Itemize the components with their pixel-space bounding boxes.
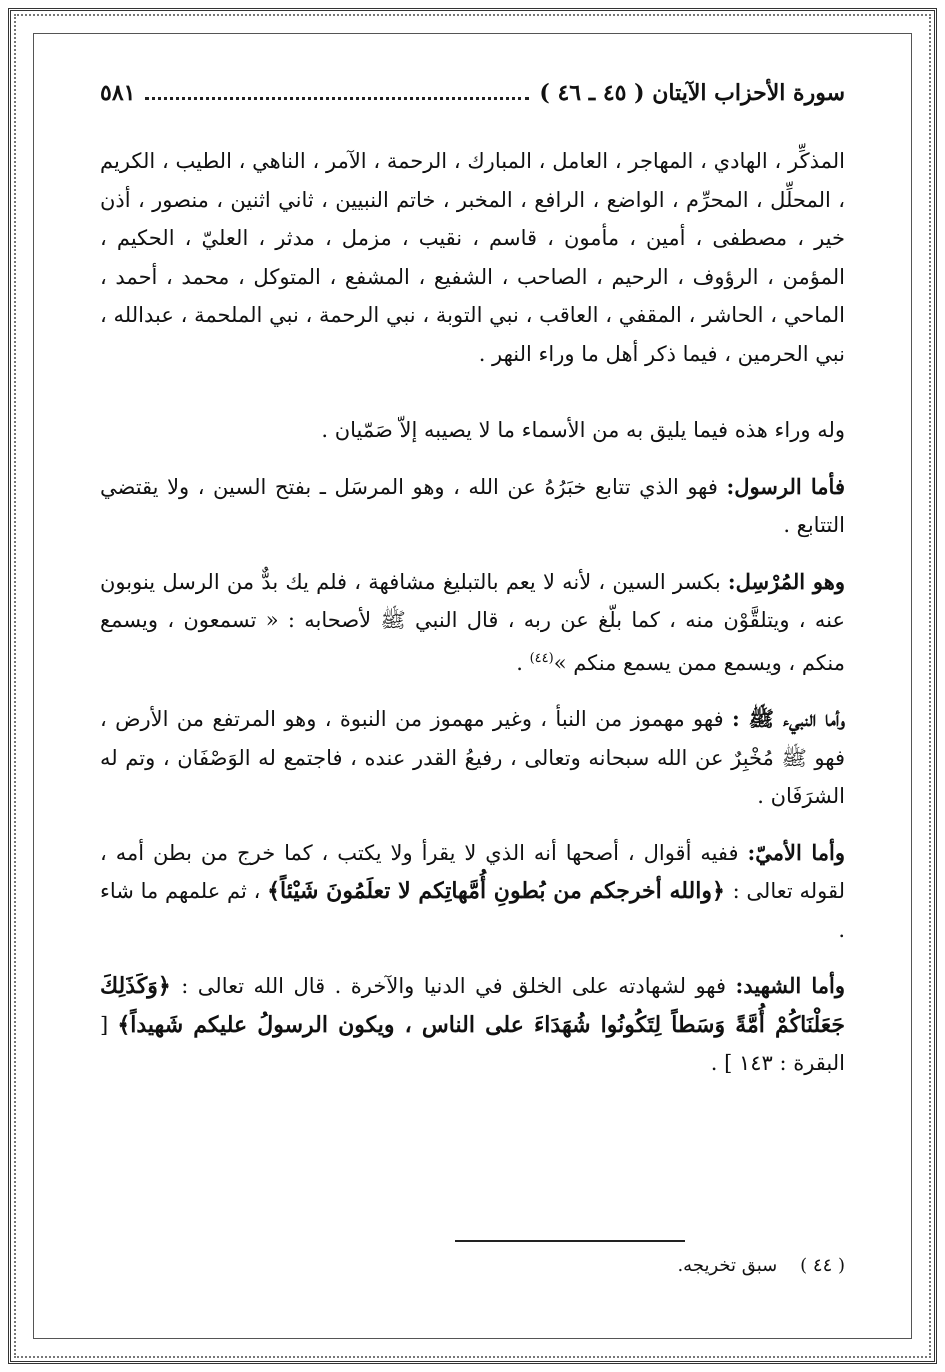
header-title: سورة الأحزاب الآيتان ( ٤٥ ـ ٤٦ ) (539, 80, 845, 106)
paragraph-rasul-lead: فأما الرسول: (726, 473, 845, 499)
paragraph-mursil-end: . (516, 650, 530, 675)
page-number: ٥٨١ (100, 80, 136, 106)
paragraph-shahid-lead: وأما الشهيد: (735, 973, 845, 998)
page-content (100, 80, 845, 1332)
paragraph-ummi-lead: وأما الأميّ: (747, 839, 846, 865)
paragraph-ummi-text: ففيه أقوال ، أصحها أنه الذي لا يقرأ ولا يكتب ، كما خرج من بطن أمه ، لقوله تعالى : (100, 840, 845, 903)
paragraph-shahid-text: فهو لشهادته على الخلق في الدنيا والآخرة . قال الله تعالى : (181, 974, 736, 998)
paragraph-ummi (100, 834, 845, 950)
paragraph-names: المذكِّر ، الهادي ، المهاجر ، العامل ، المبارك ، الرحمة ، الآمر ، الناهي ، الطيب ، الكريم ، المحلِّل ، المحرِّم ، الواضع ، الرافع ، المخبر ، خاتم النبيين ، ثاني اثنين ، منصور ، أذن خير ، مصطفى ، أمين ، مأمون ، قاسم ، نقيب ، مزمل ، مدثر ، العليّ ، الحكيم ، المؤمن ، الرؤوف ، الرحيم ، الصاحب ، الشفيع ، المشفع ، المتوكل ، محمد ، أحمد ، الماحي ، الحاشر ، المقفي ، العاقب ، نبي التوبة ، نبي الرحمة ، نبي الملحمة ، عبدالله ، نبي الحرمين ، فيما ذكر أهل ما وراء النهر . (100, 149, 845, 366)
footnote-divider (455, 1240, 685, 1242)
header-dots (145, 97, 529, 100)
paragraph-nabi-lead: وأما النبيء ﷺ : (731, 706, 845, 731)
paragraph-nabi (100, 700, 845, 816)
footnote (677, 1255, 845, 1276)
running-header (100, 80, 845, 120)
paragraph-nabi-text: فهو مهموز من النبأ ، وغير مهموز من النبوة ، وهو المرتفع من الأرض ، فهو ﷺ مُخْبِرٌ عن الله سبحانه وتعالى ، رفيعُ القدر عنده ، فاجتمع له الوَصْفَان ، وتم له الشرَفَان . (100, 707, 845, 808)
quran-verse: ﴿وَكَذَلِكَ جَعَلْنَاكُمْ أُمَّةً وَسَطاً لِتَكُونُوا شُهَدَاءَ على الناس ، ويكون الرسولُ عليكم شَهيداً﴾ (100, 973, 846, 1038)
paragraph-other-names: وله وراء هذه فيما يليق به من الأسماء ما لا يصيبه إلاّ صَمّيان . (321, 418, 845, 442)
paragraph-rasul-text: فهو الذي تتابع خبَرُهُ عن الله ، وهو المرسَل ـ بفتح السين ، ولا يقتضي التتابع . (100, 474, 845, 537)
paragraph-shahid-end: [ البقرة : ١٤٣ ] . (100, 1012, 845, 1075)
footnote-number: ( ٤٤ ) (800, 1255, 845, 1276)
paragraph-ummi-end: ، ثم علمهم ما شاء . (100, 879, 845, 942)
paragraph-mursil (100, 563, 845, 683)
quran-verse: ﴿والله أخرجكم من بُطونِ أُمَّهاتِكم لا تعلَمُونَ شَيْئاً﴾ (267, 878, 733, 904)
paragraph-mursil-lead: وهو المُرْسِل: (727, 568, 845, 594)
paragraph-shahid (100, 967, 845, 1083)
paragraph-mursil-text: بكسر السين ، لأنه لا يعم بالتبليغ مشافهة ، فلم يك بدٌّ من الرسل ينوبون عنه ، ويتلقَّوْن منه ، كما بلّغ عن ربه ، قال النبي ﷺ لأصحابه : « تسمعون ، ويسمع منكم ، ويسمع ممن يسمع منكم » (100, 569, 845, 675)
footnote-ref: (٤٤) (529, 650, 554, 666)
paragraph-rasul (100, 468, 845, 545)
footnote-text: سبق تخريجه. (677, 1255, 778, 1276)
